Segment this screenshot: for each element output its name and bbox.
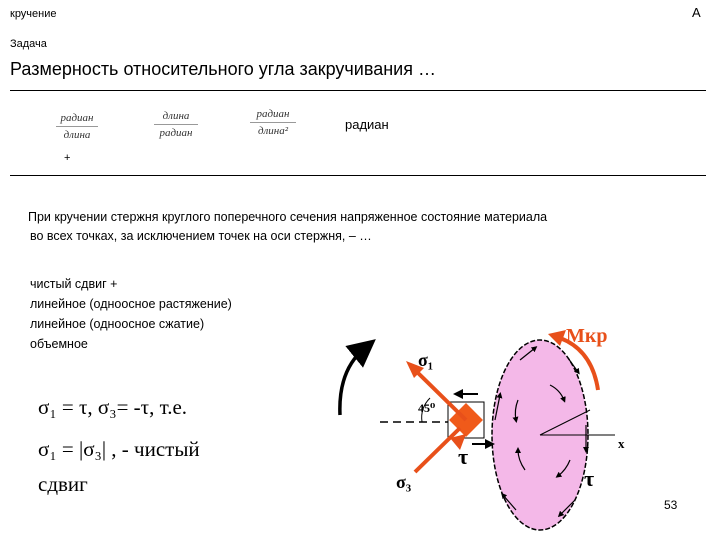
fraction-denominator: радиан xyxy=(159,127,193,139)
angle-label: 45⁰ xyxy=(418,401,436,415)
page-number: 53 xyxy=(664,498,678,512)
option-radian-per-length[interactable] xyxy=(52,112,102,141)
torsion-diagram xyxy=(320,310,650,540)
sigma3-label: σ₃ xyxy=(396,472,412,492)
option-uniaxial-compression[interactable]: линейное (одноосное сжатие) xyxy=(30,317,205,331)
option-volumetric[interactable]: объемное xyxy=(30,337,88,351)
torque-label: Мкр xyxy=(566,325,608,347)
option-radian-per-length-squared[interactable] xyxy=(246,108,300,137)
x-axis-label: x xyxy=(618,436,625,451)
rotation-arc-arrow xyxy=(340,348,365,415)
section-divider xyxy=(10,175,706,176)
sigma3-arrow xyxy=(415,428,460,472)
sigma1-label: σ₁ xyxy=(418,350,434,370)
topic-label: кручение xyxy=(10,8,57,20)
formula-pure-shear: σ₁ = |σ₃| , - чистый xyxy=(38,437,200,461)
option-radian[interactable]: радиан xyxy=(345,117,389,132)
formula-pure-shear-cont: сдвиг xyxy=(38,472,88,496)
fraction-bar xyxy=(56,126,98,127)
question-line-1: При кручении стержня круглого поперечного сечения напряженное состояние материала xyxy=(28,210,548,224)
option-length-per-radian[interactable] xyxy=(150,110,202,139)
formula-stress-relation: σ₁ = τ, σ₃= -τ, т.е. xyxy=(38,395,188,419)
fraction-bar xyxy=(154,124,198,125)
corner-letter: А xyxy=(692,5,701,20)
tau-label-section: τ xyxy=(584,466,595,491)
correct-mark: + xyxy=(64,152,71,164)
fraction-denominator: длина² xyxy=(257,125,289,137)
option-uniaxial-tension[interactable]: линейное (одноосное растяжение) xyxy=(30,297,232,311)
fraction-numerator: радиан xyxy=(256,108,290,120)
fraction-denominator: длина xyxy=(63,129,91,141)
fraction-numerator: длина xyxy=(162,110,190,122)
page-title: Размерность относительного угла закручивания … xyxy=(10,59,436,79)
task-label: Задача xyxy=(10,38,47,50)
question-line-2: во всех точках, за исключением точек на оси стержня, – … xyxy=(30,229,372,243)
fraction-bar xyxy=(250,122,296,123)
fraction-numerator: радиан xyxy=(60,112,94,124)
option-pure-shear[interactable]: чистый сдвиг + xyxy=(30,277,118,291)
tau-label-element: τ xyxy=(458,444,469,469)
title-divider xyxy=(10,90,706,91)
